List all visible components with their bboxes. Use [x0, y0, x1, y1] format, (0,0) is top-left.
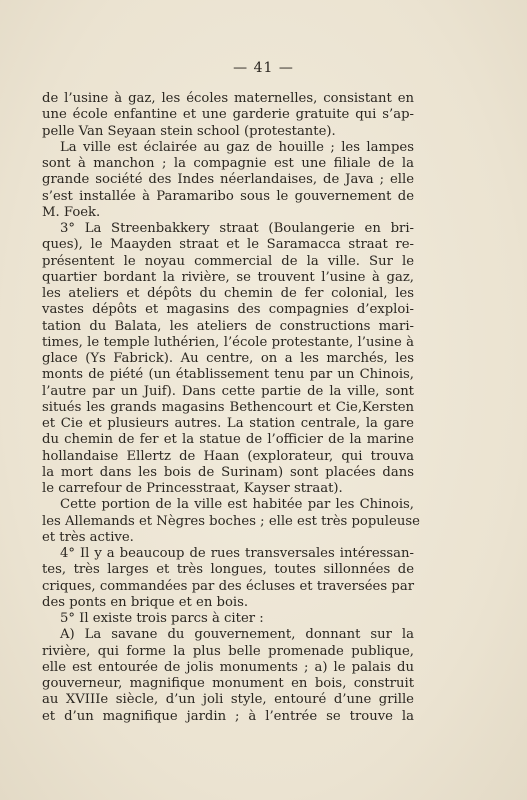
text-line: des ponts en brique et en bois. [42, 594, 249, 610]
text-line: et d’un magnifique jardin ; à l’entrée se trouve la [42, 708, 414, 724]
text-line: le carrefour de Princesstraat, Kayser straat). [42, 481, 343, 496]
text-line: quartier bordant la rivière, se trouvent l’usine à gaz, [42, 269, 414, 285]
text-line: au XVIIIe siècle, d’un joli style, entouré d’une grille [42, 692, 414, 708]
text-line: l’autre par un Juif). Dans cette partie de la ville, sont [42, 383, 414, 399]
text-line: les Allemands et Nègres boches ; elle est très populeuse [42, 513, 420, 529]
text-line: et très active. [42, 529, 134, 545]
text-line: criques, commandées par des écluses et traversées par [42, 578, 414, 594]
text-line: grande société des Indes néerlandaises, de Java ; elle [42, 172, 414, 188]
text-line: 5° Il existe trois parcs à citer : [60, 611, 264, 626]
text-line: hollandaise Ellertz de Haan (explorateur, qui trouva [42, 448, 414, 464]
text-line: sont à manchon ; la compagnie est une filiale de la [42, 156, 414, 171]
text-line: times, le temple luthérien, l’école protestante, l’usine à [42, 334, 414, 350]
text-line: gouverneur, magnifique monument en bois, construit [42, 676, 414, 691]
page-number: — 41 — [233, 60, 294, 76]
text-line: M. Foek. [42, 204, 101, 220]
text-line: monts de piété (un établissement tenu par un Chinois, [42, 367, 414, 383]
text-line: 3° La Streenbakkery straat (Boulangerie en bri- [60, 221, 414, 236]
text-line: de l’usine à gaz, les écoles maternelles, consistant en [42, 91, 414, 106]
text-line: vastes dépôts et magasins des compagnies d’exploi- [42, 302, 414, 318]
text-line: glace (Ys Fabrick). Au centre, on a les marchés, les [42, 351, 414, 366]
text-line: et Cie et plusieurs autres. La station centrale, la gare [42, 416, 414, 431]
text-line: s’est installée à Paramaribo sous le gouvernement de [42, 188, 414, 204]
text-line: rivière, qui forme la plus belle promenade publique, [42, 643, 414, 659]
text-line: La ville est éclairée au gaz de houille ; les lampes [60, 139, 414, 155]
text-line: elle est entourée de jolis monuments ; a) le palais du [42, 659, 414, 675]
text-line: 4° Il y a beaucoup de rues transversales intéressan- [60, 546, 414, 561]
text-line: les ateliers et dépôts du chemin de fer colonial, les [42, 286, 414, 301]
text-line: pelle Van Seyaan stein school (protestante). [42, 123, 336, 139]
text-line: tation du Balata, les ateliers de constructions mari- [42, 318, 414, 334]
text-line: ques), le Maayden straat et le Saramacca straat re- [42, 237, 414, 253]
body-text [42, 91, 420, 725]
text-line: du chemin de fer et la statue de l’officier de la marine [42, 432, 414, 448]
text-line: A) La savane du gouvernement, donnant sur la [60, 627, 414, 643]
text-line: la mort dans les bois de Surinam) sont placées dans [42, 464, 414, 480]
text-line: une école enfantine et une garderie gratuite qui s’ap- [42, 107, 414, 123]
text-line: situés les grands magasins Bethencourt et Cie,Kersten [42, 399, 414, 415]
text-line: présentent le noyau commercial de la ville. Sur le [42, 253, 414, 269]
text-line: Cette portion de la ville est habitée par les Chinois, [60, 497, 414, 513]
text-line: tes, très larges et très longues, toutes sillonnées de [42, 562, 414, 578]
